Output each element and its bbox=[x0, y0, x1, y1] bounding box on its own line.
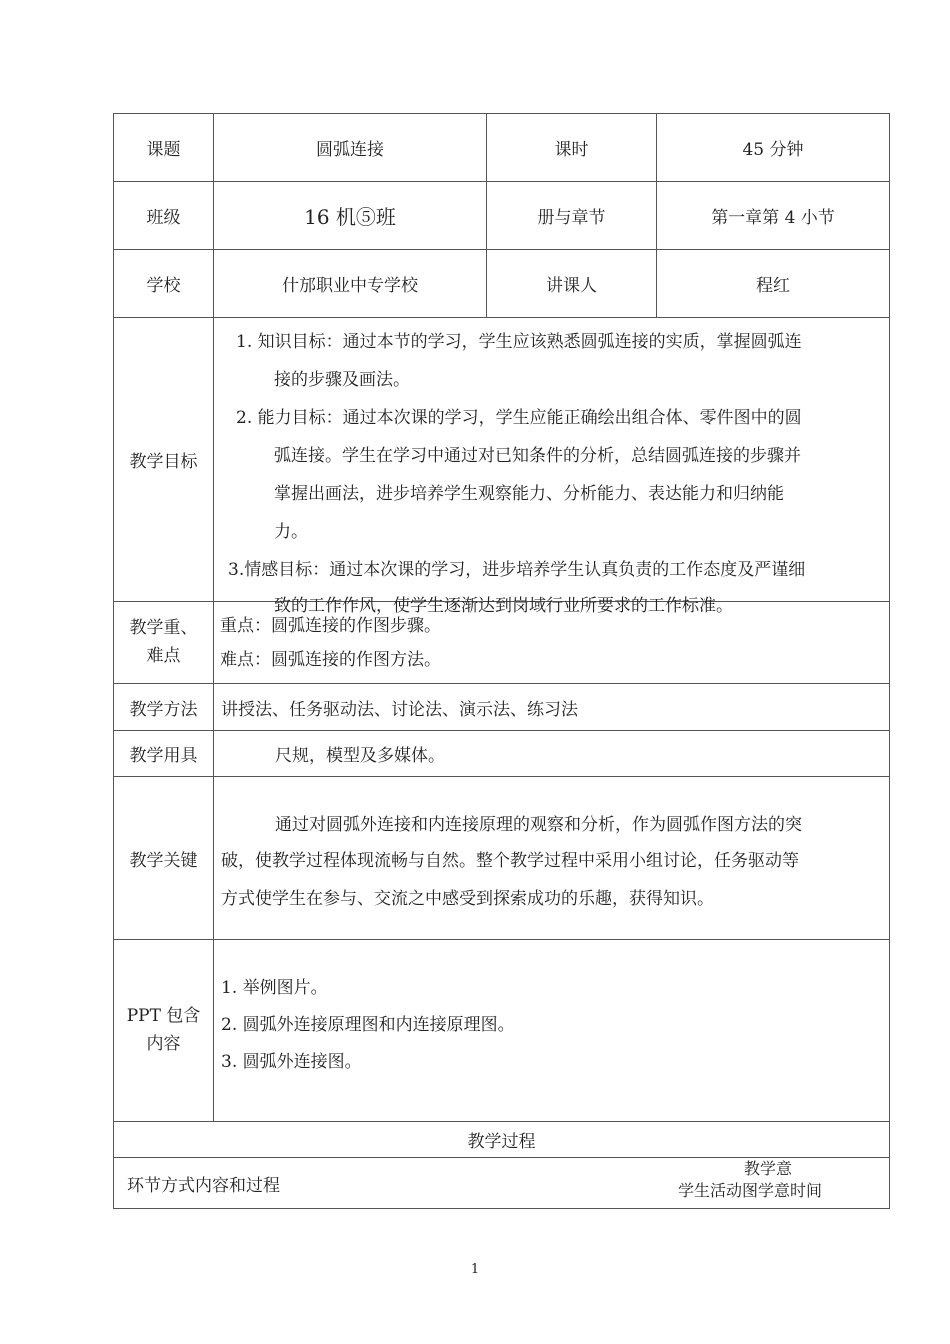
objective-line: 2. 能力目标：通过本次课的学习，学生应能正确绘出组合体、零件图中的圆 bbox=[236, 408, 802, 428]
label-lecturer: 讲课人 bbox=[546, 276, 597, 296]
objective-line: 致的工作作风，使学生逐渐达到岗域行业所要求的工作标准。 bbox=[274, 596, 733, 616]
value-chapter: 第一章第 4 小节 bbox=[711, 208, 835, 228]
label-ppt-line1: PPT 包含 bbox=[126, 1006, 201, 1027]
objective-line: 1. 知识目标：通过本节的学习，学生应该熟悉圆弧连接的实质，掌握圆弧连 bbox=[236, 332, 802, 352]
teaching-key-content bbox=[221, 777, 886, 939]
objective-line: 掌握出画法，进步培养学生观察能力、分析能力、表达能力和归纳能 bbox=[274, 484, 784, 504]
teaching-key-line: 方式使学生在参与、交流之中感受到探索成功的乐趣，获得知识。 bbox=[221, 889, 714, 909]
key-point: 重点：圆弧连接的作图步骤。 bbox=[220, 616, 441, 636]
objective-line: 3.情感目标：通过本次课的学习，进步培养学生认真负责的工作态度及严谨细 bbox=[228, 560, 806, 580]
ppt-content bbox=[221, 940, 886, 1121]
ppt-item: 1. 举例图片。 bbox=[221, 978, 328, 998]
value-lecturer: 程红 bbox=[756, 276, 790, 296]
value-method: 讲授法、任务驱动法、讨论法、演示法、练习法 bbox=[221, 699, 578, 720]
value-period: 45 分钟 bbox=[742, 140, 804, 160]
process-col-right-line2: 学生活动图学意时间 bbox=[677, 1181, 822, 1200]
page-number: 1 bbox=[470, 1262, 480, 1277]
value-tools: 尺规，模型及多媒体。 bbox=[275, 746, 445, 766]
label-school: 学校 bbox=[146, 276, 181, 296]
value-class: 16 机⑤班 bbox=[304, 205, 396, 229]
label-ppt bbox=[114, 940, 213, 1121]
label-ppt-line2: 内容 bbox=[146, 1033, 181, 1054]
label-key-points-line2: 难点 bbox=[146, 645, 181, 666]
label-chapter: 册与章节 bbox=[537, 208, 606, 228]
teaching-key-line: 破，使教学过程体现流畅与自然。整个教学过程中采用小组讨论，任务驱动等 bbox=[221, 851, 799, 871]
ppt-item: 2. 圆弧外连接原理图和内连接原理图。 bbox=[221, 1015, 515, 1035]
difficult-point: 难点：圆弧连接的作图方法。 bbox=[220, 650, 441, 670]
value-school: 什邡职业中专学校 bbox=[282, 276, 418, 296]
process-title: 教学过程 bbox=[467, 1132, 536, 1152]
label-class: 班级 bbox=[146, 208, 181, 228]
label-method: 教学方法 bbox=[129, 699, 198, 720]
label-tools: 教学用具 bbox=[129, 746, 198, 766]
label-objectives: 教学目标 bbox=[129, 452, 198, 472]
objective-line: 力。 bbox=[274, 522, 308, 542]
process-col-right-line1: 教学意 bbox=[743, 1159, 792, 1178]
objective-line: 弧连接。学生在学习中通过对已知条件的分析，总结圆弧连接的步骤并 bbox=[274, 446, 801, 466]
label-period: 课时 bbox=[554, 140, 589, 160]
objective-line: 接的步骤及画法。 bbox=[274, 370, 410, 390]
label-teaching-key: 教学关键 bbox=[129, 850, 198, 871]
process-col-right bbox=[640, 1158, 860, 1208]
process-col-left: 环节方式内容和过程 bbox=[127, 1175, 280, 1196]
key-points-content bbox=[220, 602, 885, 683]
value-topic: 圆弧连接 bbox=[316, 140, 384, 160]
label-key-points-line1: 教学重、 bbox=[129, 618, 198, 639]
objectives-content bbox=[214, 318, 889, 616]
label-topic: 课题 bbox=[146, 140, 181, 160]
teaching-key-line: 通过对圆弧外连接和内连接原理的观察和分析，作为圆弧作图方法的突 bbox=[275, 815, 802, 835]
label-key-points bbox=[114, 602, 213, 683]
ppt-item: 3. 圆弧外连接图。 bbox=[221, 1052, 362, 1072]
